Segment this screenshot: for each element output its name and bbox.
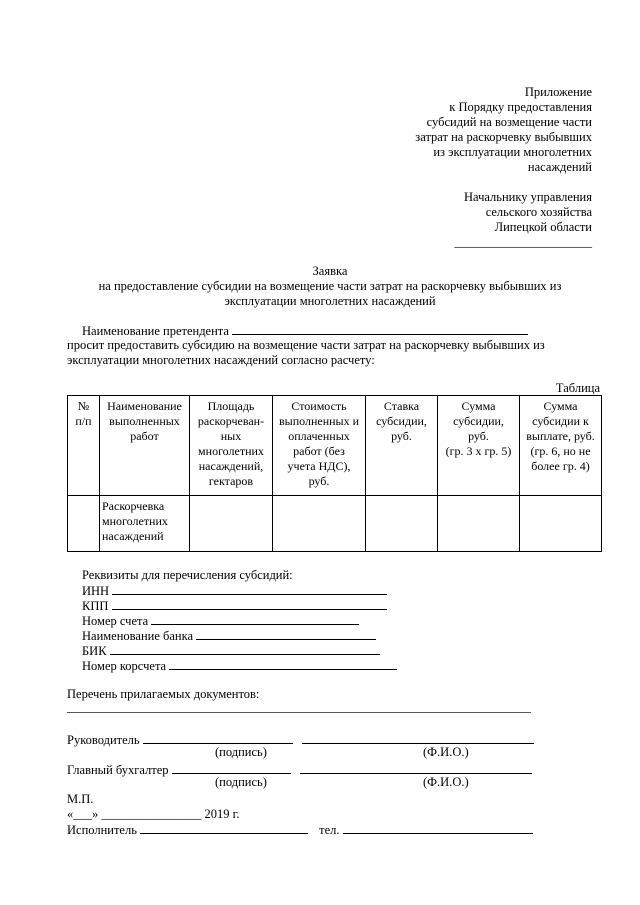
header-area: Площадь раскорчеван- ных многолетних насаждений, гектаров [190,396,273,496]
header-number: № п/п [68,396,100,496]
account-field[interactable] [151,612,359,625]
appendix-line-2: к Порядку предоставления [449,100,592,114]
header-payout-sum: Сумма субсидии к выплате, руб. (гр. 6, но не более гр. 4) [520,396,602,496]
applicant-field[interactable] [232,322,528,335]
header-cost: Стоимость выполненных и оплаченных работ (без учета НДС), руб. [273,396,366,496]
phone-field[interactable] [343,821,533,834]
kpp-field[interactable] [112,597,387,610]
appendix-line-3: субсидий на возмещение части [426,115,592,129]
document-title: Заявка [312,264,348,278]
cell-rate[interactable] [366,496,438,552]
cell-work-name: Раскорчевка многолетних насаждений [100,496,190,552]
account-label: Номер счета [82,614,149,628]
phone-label: тел. [319,823,340,837]
request-line-1: просит предоставить субсидию на возмещение части затрат на раскорчевку выбывших из [67,338,545,352]
calculation-table [67,395,602,552]
bik-label: БИК [82,644,107,658]
inn-label: ИНН [82,584,110,598]
bik-field[interactable] [110,642,380,655]
corr-account-label: Номер корсчета [82,659,167,673]
stamp-label: М.П. [67,792,94,806]
addressee-line-1: Начальнику управления [464,190,592,204]
table-row [68,496,602,552]
document-subtitle-1: на предоставление субсидии на возмещение части затрат на раскорчевку выбывших из [98,279,562,293]
requisites-title: Реквизиты для перечисления субсидий: [82,568,293,582]
accountant-signature-hint: (подпись) [215,775,267,789]
header-rate: Ставка субсидии, руб. [366,396,438,496]
corr-account-field[interactable] [169,657,397,670]
cell-number[interactable] [68,496,100,552]
appendix-line-5: из эксплуатации многолетних [433,145,592,159]
request-line-2: эксплуатации многолетних насаждений согласно расчету: [67,353,375,367]
bank-label: Наименование банка [82,629,194,643]
table-caption: Таблица [555,381,600,395]
accountant-name-field[interactable] [300,761,532,774]
appendix-line-6: насаждений [527,160,592,174]
head-signature-field[interactable] [143,731,293,744]
head-name-hint: (Ф.И.О.) [423,745,469,759]
accountant-name-hint: (Ф.И.О.) [423,775,469,789]
documents-label: Перечень прилагаемых документов: [67,687,260,701]
header-subsidy-sum: Сумма субсидии, руб. (гр. 3 х гр. 5) [438,396,520,496]
cell-subsidy-sum[interactable] [438,496,520,552]
addressee-line-2: сельского хозяйства [485,205,592,219]
document-subtitle-2: эксплуатации многолетних насаждений [224,294,436,308]
header-work-name: Наименование выполненных работ [100,396,190,496]
cell-payout-sum[interactable] [520,496,602,552]
documents-line[interactable] [67,712,531,713]
date-line[interactable]: «___» ________________ 2019 г. [67,807,240,821]
corr-account-row [82,657,397,674]
executor-field[interactable] [140,821,308,834]
head-name-field[interactable] [302,731,534,744]
kpp-label: КПП [82,599,109,613]
cell-cost[interactable] [273,496,366,552]
addressee-blank: ______________________ [454,235,592,249]
inn-field[interactable] [112,582,387,595]
accountant-signature-field[interactable] [172,761,291,774]
addressee-line-3: Липецкой области [494,220,592,234]
executor-row [67,821,533,838]
appendix-line-1: Приложение [524,85,592,99]
head-signature-hint: (подпись) [215,745,267,759]
table-header-row [68,396,602,496]
bank-field[interactable] [196,627,376,640]
cell-area[interactable] [190,496,273,552]
executor-label: Исполнитель [67,823,137,837]
appendix-line-4: затрат на раскорчевку выбывших [415,130,592,144]
applicant-label: Наименование претендента [82,324,229,338]
accountant-label: Главный бухгалтер [67,763,169,777]
head-label: Руководитель [67,733,140,747]
